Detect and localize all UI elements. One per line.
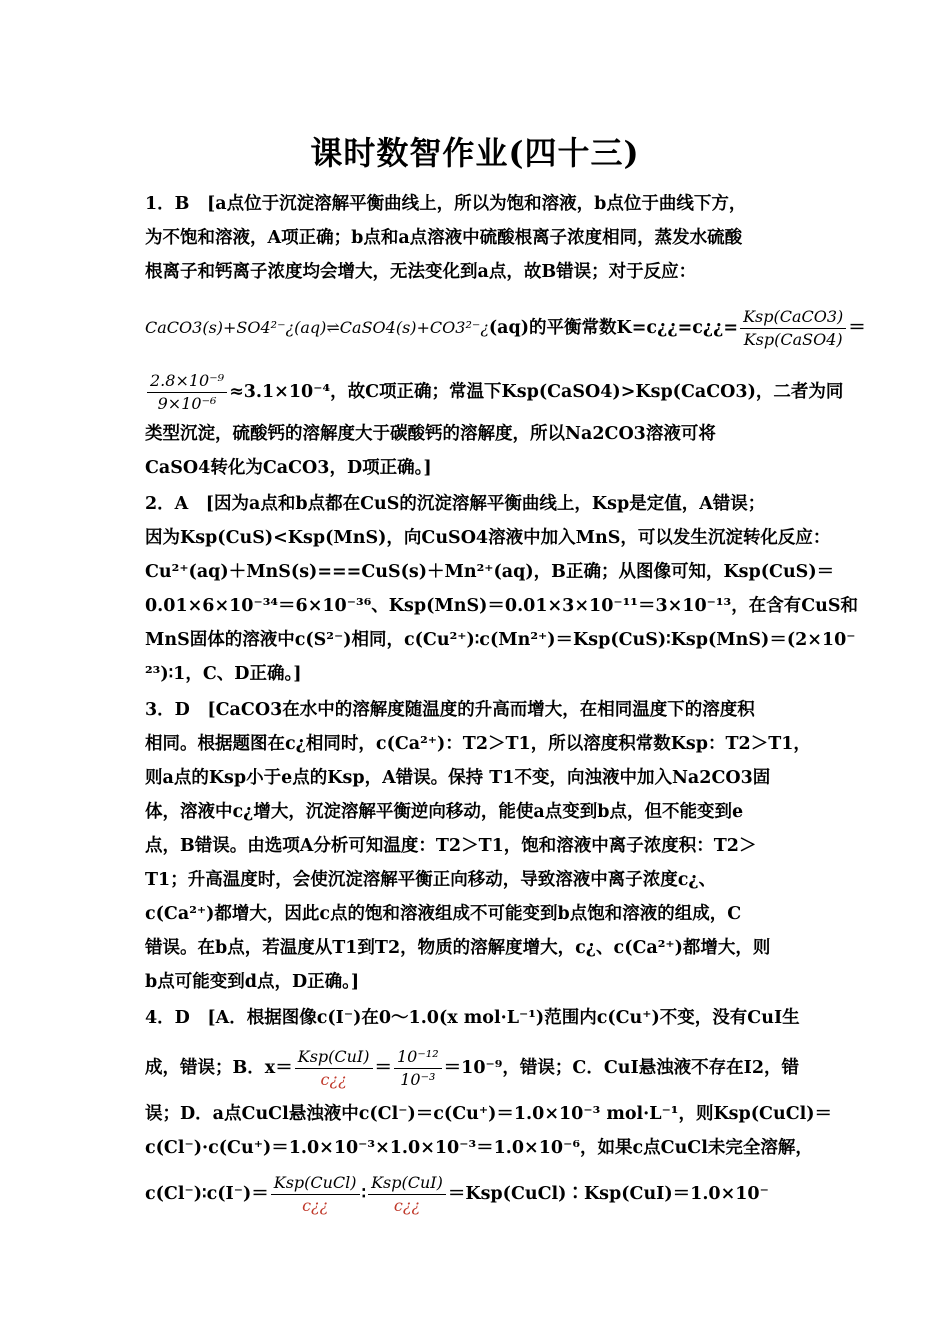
- q4-line-4: c(Cl⁻)·c(Cu⁺)＝1.0×10⁻³×1.0×10⁻³＝1.0×10⁻⁶，如果c点CuCl未完全溶解，: [145, 1138, 813, 1158]
- q4-line-5-b: ＝Ksp(CuCl)∶Ksp(CuI)＝1.0×10⁻: [447, 1184, 769, 1204]
- q4-line-2-eq: ＝: [374, 1058, 392, 1078]
- q2-line-2: 因为Ksp(CuS)<Ksp(MnS)，向CuSO4溶液中加入MnS，可以发生沉淀转化反应：: [145, 528, 831, 548]
- q4-fraction-3: [271, 1172, 360, 1217]
- q4-fraction-2-num: 10⁻¹²: [394, 1046, 442, 1069]
- q1-line-5: [145, 370, 844, 415]
- q4-line-1: 4．D [A．根据图像c(I⁻)在0～1.0(x mol·L⁻¹)范围内c(Cu⁺)不变，没有CuI生: [145, 1008, 800, 1028]
- q4-fraction-3-den: c¿¿: [302, 1196, 329, 1215]
- q4-fraction-1-num: Ksp(CuI): [295, 1046, 373, 1069]
- q4-fraction-3-num: Ksp(CuCl): [271, 1172, 360, 1195]
- q4-fraction-1: [295, 1046, 373, 1091]
- q3-line-5: 点，B错误。由选项A分析可知温度：T2＞T1，饱和溶液中离子浓度积：T2＞: [145, 836, 757, 856]
- q1-fraction-ksp-num: Ksp(CaCO3): [740, 306, 846, 329]
- q2-line-4: 0.01×6×10⁻³⁴＝6×10⁻³⁶、Ksp(MnS)＝0.01×3×10⁻¹¹＝3×10⁻¹³，在含有CuS和: [145, 596, 858, 616]
- q4-line-5-a: c(Cl⁻)∶c(I⁻)＝: [145, 1184, 269, 1204]
- q4-fraction-2: [394, 1046, 442, 1091]
- q1-line-7: CaSO4转化为CaCO3，D项正确。]: [145, 458, 432, 478]
- q1-line-5-text: ≈3.1×10⁻⁴，故C项正确；常温下Ksp(CaSO4)>Ksp(CaCO3)，二者为同: [229, 382, 844, 402]
- q1-fraction-value: [147, 370, 227, 415]
- q2-line-1: 2．A [因为a点和b点都在CuS的沉淀溶解平衡曲线上，Ksp是定值，A错误；: [145, 494, 766, 514]
- q1-line-4: CaCO3(s)+SO4²⁻¿(aq)⇌CaSO4(s)+CO3²⁻¿(aq)的平衡常数K=c¿¿=c¿¿= $\frac{\text{Ksp(CaCO3)}}{\text{Ksp(CaSO4)}}$ ＝: [145, 307, 866, 349]
- q3-line-6: T1；升高温度时，会使沉淀溶解平衡正向移动，导致溶液中离子浓度c¿、: [145, 870, 717, 890]
- q1-fraction-ksp: [740, 306, 846, 351]
- q1-line-1: 1．B [a点位于沉淀溶解平衡曲线上，所以为饱和溶液，b点位于曲线下方，: [145, 194, 747, 214]
- q1-line-6: 类型沉淀，硫酸钙的溶解度大于碳酸钙的溶解度，所以Na2CO3溶液可将: [145, 424, 716, 444]
- q3-line-1: 3．D [CaCO3在水中的溶解度随温度的升高而增大，在相同温度下的溶度积: [145, 700, 755, 720]
- q3-line-8: 错误。在b点，若温度从T1到T2，物质的溶解度增大，c¿、c(Ca²⁺)都增大，则: [145, 938, 771, 958]
- q4-fraction-4-den: c¿¿: [393, 1196, 421, 1215]
- q3-line-2: 相同。根据题图在c¿相同时，c(Ca²⁺)：T2＞T1，所以溶度积常数Ksp：T2＞T1，: [145, 734, 811, 754]
- q4-fraction-4-num: Ksp(CuI): [368, 1172, 446, 1195]
- q2-line-5: MnS固体的溶液中c(S²⁻)相同，c(Cu²⁺)∶c(Mn²⁺)＝Ksp(CuS)∶Ksp(MnS)＝(2×10⁻: [145, 630, 856, 650]
- q4-line-5-sep: ∶: [361, 1184, 367, 1204]
- q2-line-3: Cu²⁺(aq)＋MnS(s)===CuS(s)＋Mn²⁺(aq)，B正确；从图像可知，Ksp(CuS)＝: [145, 562, 835, 582]
- q1-line-2: 为不饱和溶液，A项正确；b点和a点溶液中硫酸根离子浓度相同，蒸发水硫酸: [145, 228, 743, 248]
- q3-line-9: b点可能变到d点，D正确。]: [145, 972, 360, 992]
- q1-fraction-value-den: 9×10⁻⁶: [157, 394, 217, 413]
- q4-line-2-a: 成，错误；B．x＝: [145, 1058, 293, 1078]
- q1-fraction-ksp-den: Ksp(CaSO4): [743, 330, 843, 349]
- q2-line-6: ²³)∶1，C、D正确。]: [145, 664, 302, 684]
- q4-line-5: [145, 1172, 810, 1217]
- q4-fraction-1-den: c¿¿: [320, 1070, 347, 1089]
- q3-line-3: 则a点的Ksp小于e点的Ksp，A错误。保持 T1不变，向浊液中加入Na2CO3固: [145, 768, 771, 788]
- page-title: 课时数智作业(四十三): [310, 134, 640, 172]
- q3-line-7: c(Ca²⁺)都增大，因此c点的饱和溶液组成不可能变到b点饱和溶液的组成，C: [145, 904, 742, 924]
- q1-equation: CaCO3(s)+SO4²⁻¿(aq)⇌CaSO4(s)+CO3²⁻¿: [145, 318, 489, 337]
- q4-fraction-4: [368, 1172, 446, 1217]
- q1-fraction-value-num: 2.8×10⁻⁹: [147, 370, 227, 393]
- q4-line-3: 误；D．a点CuCl悬浊液中c(Cl⁻)＝c(Cu⁺)＝1.0×10⁻³ mol·L⁻¹，则Ksp(CuCl)＝: [145, 1104, 833, 1124]
- q4-line-2: [145, 1046, 810, 1091]
- q1-line-3: 根离子和钙离子浓度均会增大，无法变化到a点，故B错误；对于反应：: [145, 262, 697, 282]
- q4-line-2-b: ＝10⁻⁹，错误；C．CuI悬浊液不存在I2，错: [443, 1058, 800, 1078]
- q3-line-4: 体，溶液中c¿增大，沉淀溶解平衡逆向移动，能使a点变到b点，但不能变到e: [145, 802, 744, 822]
- q4-fraction-2-den: 10⁻³: [400, 1070, 436, 1089]
- q1-line-4-text: (aq)的平衡常数K=c¿¿=c¿¿=: [488, 318, 739, 338]
